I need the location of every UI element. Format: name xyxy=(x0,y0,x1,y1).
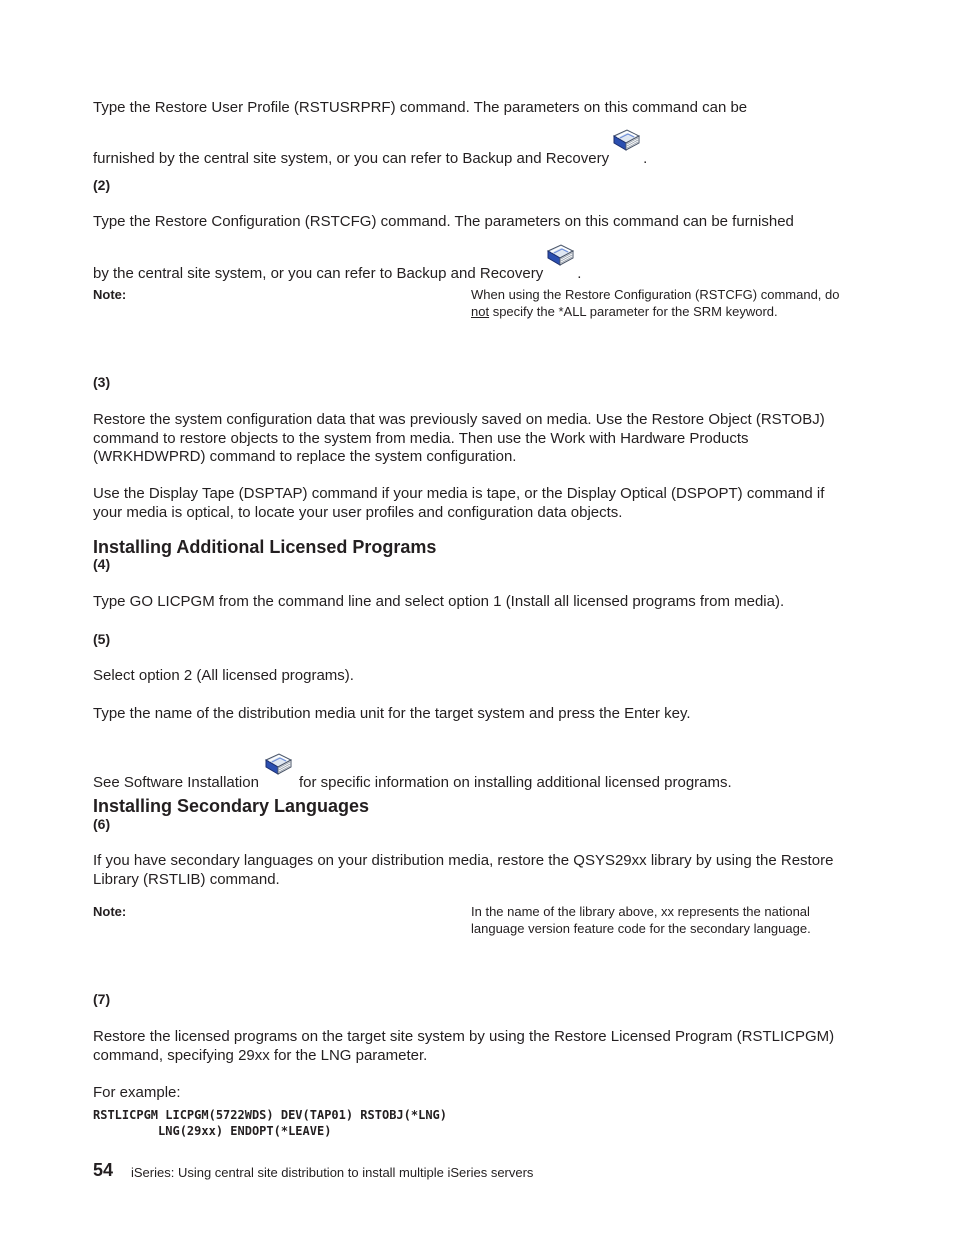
note-text: In the name of the library above, xx represents the national language version feature code for the secondary language. xyxy=(471,904,811,936)
paragraph-text: furnished by the central site system, or you can refer to Backup and Recovery xyxy=(93,150,610,167)
paragraph-media-unit: Type the name of the distribution media unit for the target system and press the Enter key. xyxy=(93,705,691,722)
paragraph-secondary-languages: If you have secondary languages on your distribution media, restore the QSYS29xx library by using the Restore Library (RSTLIB) command. xyxy=(93,852,834,888)
paragraph-text: by the central site system, or you can refer to Backup and Recovery xyxy=(93,265,544,282)
paragraph-rstcfg: Type the Restore Configuration (RSTCFG) command. The parameters on this command can be furnished xyxy=(93,213,794,230)
paragraph-restore-config: Restore the system configuration data that was previously saved on media. Use the Restore Object (RSTOBJ) command to restore objects to the system from media. Then use the Work with Hardware Products (WRKHDWPRD) command to replace the system configuration. xyxy=(93,411,825,465)
period-text: . xyxy=(577,265,582,282)
paragraph-rstusrprf: Type the Restore User Profile (RSTUSRPRF) command. The parameters on this command can be xyxy=(93,99,748,116)
paragraph-text: for specific information on installing additional licensed programs. xyxy=(298,774,732,791)
paragraph-text: See Software Installation xyxy=(93,774,259,791)
page-number: 54 xyxy=(93,1160,114,1180)
note-text-part: When using the Restore Configuration (RSTCFG) command, do xyxy=(471,287,840,302)
book-link-icon[interactable] xyxy=(611,127,641,153)
step-label: (5) xyxy=(93,631,111,647)
note-text-part: specify the *ALL parameter for the SRM keyword. xyxy=(492,304,778,319)
paragraph-rstusrprf-cont xyxy=(93,139,838,169)
paragraph-rstcfg-cont xyxy=(93,254,838,284)
book-link-icon[interactable] xyxy=(263,751,293,777)
paragraph-go-licpgm: Type GO LICPGM from the command line and select option 1 (Install all licensed programs from media). xyxy=(93,593,785,610)
book-link-icon[interactable] xyxy=(545,242,575,268)
paragraph-display-tape: Use the Display Tape (DSPTAP) command if your media is tape, or the Display Optical (DSPOPT) command if your media is optical, to locate your user profiles and configuration data objects. xyxy=(93,485,825,521)
paragraph-software-installation xyxy=(93,763,838,793)
step-label: (2) xyxy=(93,177,111,193)
step-label: (7) xyxy=(93,991,111,1007)
step-label: (3) xyxy=(93,374,111,390)
step-label: (6) xyxy=(93,816,111,832)
section-heading: Installing Secondary Languages xyxy=(93,796,370,816)
note-text xyxy=(471,286,841,320)
note-emphasis: not xyxy=(471,304,490,319)
note-label: Note: xyxy=(93,904,127,919)
code-example: RSTLICPGM LICPGM(5722WDS) DEV(TAP01) RSTOBJ(*LNG) LNG(29xx) ENDOPT(*LEAVE) xyxy=(93,1108,448,1138)
step-label: (4) xyxy=(93,556,111,572)
paragraph-select-option: Select option 2 (All licensed programs). xyxy=(93,667,354,684)
paragraph-example: For example: xyxy=(93,1084,181,1101)
footer-title: iSeries: Using central site distribution to install multiple iSeries servers xyxy=(131,1165,534,1180)
note-label: Note: xyxy=(93,287,127,302)
paragraph-rstlicpgm: Restore the licensed programs on the target site system by using the Restore Licensed Program (RSTLICPGM) command, specifying 29xx for the LNG parameter. xyxy=(93,1028,835,1064)
section-heading: Installing Additional Licensed Programs xyxy=(93,537,437,557)
period-text: . xyxy=(643,150,648,167)
